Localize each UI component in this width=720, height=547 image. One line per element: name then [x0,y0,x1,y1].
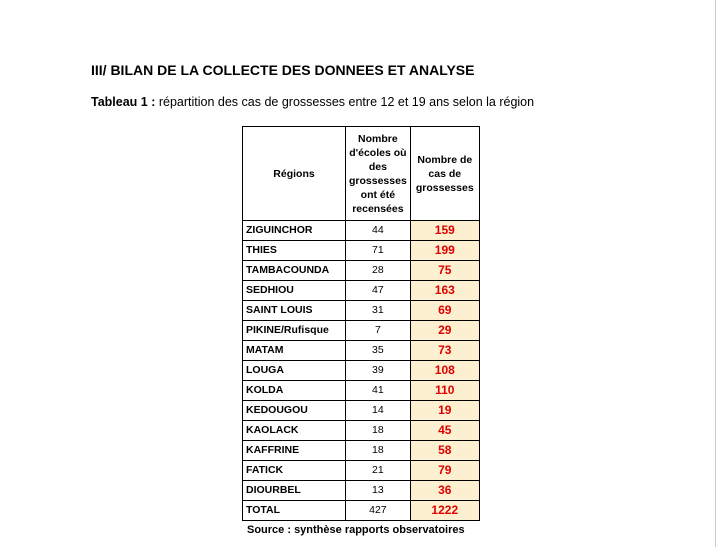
cases-count-cell: 199 [410,241,479,261]
schools-count-cell: 14 [346,401,411,421]
region-cell: KAOLACK [243,421,346,441]
region-cell: SEDHIOU [243,281,346,301]
schools-count-cell: 7 [346,321,411,341]
schools-count-cell: 71 [346,241,411,261]
table-row [243,401,480,421]
table-source: Source : synthèse rapports observatoires [247,524,465,536]
cases-count-cell: 73 [410,341,479,361]
schools-count-cell: 41 [346,381,411,401]
cases-count-cell: 75 [410,261,479,281]
cases-count-cell: 58 [410,441,479,461]
table-body [243,221,480,521]
region-cell: PIKINE/Rufisque [243,321,346,341]
cases-count-cell: 163 [410,281,479,301]
cases-count-cell: 19 [410,401,479,421]
schools-count-cell: 13 [346,481,411,501]
table-row [243,501,480,521]
table-row [243,261,480,281]
region-cell: FATICK [243,461,346,481]
region-cell: THIES [243,241,346,261]
cases-count-cell: 1222 [410,501,479,521]
schools-count-cell: 39 [346,361,411,381]
table-row [243,221,480,241]
table-row [243,481,480,501]
region-cell: ZIGUINCHOR [243,221,346,241]
region-cell: TOTAL [243,501,346,521]
table-row [243,381,480,401]
schools-count-cell: 18 [346,421,411,441]
section-heading: III/ BILAN DE LA COLLECTE DES DONNEES ET ANALYSE [91,62,475,78]
page-edge [715,0,716,547]
schools-count-cell: 18 [346,441,411,461]
table-row [243,441,480,461]
table-row [243,341,480,361]
cases-count-cell: 29 [410,321,479,341]
cases-count-cell: 36 [410,481,479,501]
region-cell: SAINT LOUIS [243,301,346,321]
table-row [243,361,480,381]
region-cell: DIOURBEL [243,481,346,501]
region-cell: KAFFRINE [243,441,346,461]
caption-label: Tableau 1 : [91,95,156,109]
schools-count-cell: 35 [346,341,411,361]
header-schools: Nombre d'écoles où des grossesses ont été recensées [346,127,411,221]
region-cell: MATAM [243,341,346,361]
region-cell: TAMBACOUNDA [243,261,346,281]
table-caption [91,95,534,109]
schools-count-cell: 44 [346,221,411,241]
schools-count-cell: 47 [346,281,411,301]
region-cell: LOUGA [243,361,346,381]
header-cases: Nombre de cas de grossesses [410,127,479,221]
cases-count-cell: 159 [410,221,479,241]
header-regions: Régions [243,127,346,221]
table-row [243,421,480,441]
cases-count-cell: 108 [410,361,479,381]
cases-count-cell: 69 [410,301,479,321]
schools-count-cell: 28 [346,261,411,281]
caption-text: répartition des cas de grossesses entre 12 et 19 ans selon la région [155,95,535,109]
schools-count-cell: 427 [346,501,411,521]
region-cell: KEDOUGOU [243,401,346,421]
cases-count-cell: 79 [410,461,479,481]
table-row [243,321,480,341]
table-row [243,281,480,301]
cases-count-cell: 45 [410,421,479,441]
cases-count-cell: 110 [410,381,479,401]
schools-count-cell: 21 [346,461,411,481]
table-row [243,241,480,261]
region-cell: KOLDA [243,381,346,401]
schools-count-cell: 31 [346,301,411,321]
table-row [243,301,480,321]
table-row [243,461,480,481]
table-header-row [243,127,480,221]
pregnancy-cases-table [242,126,480,521]
